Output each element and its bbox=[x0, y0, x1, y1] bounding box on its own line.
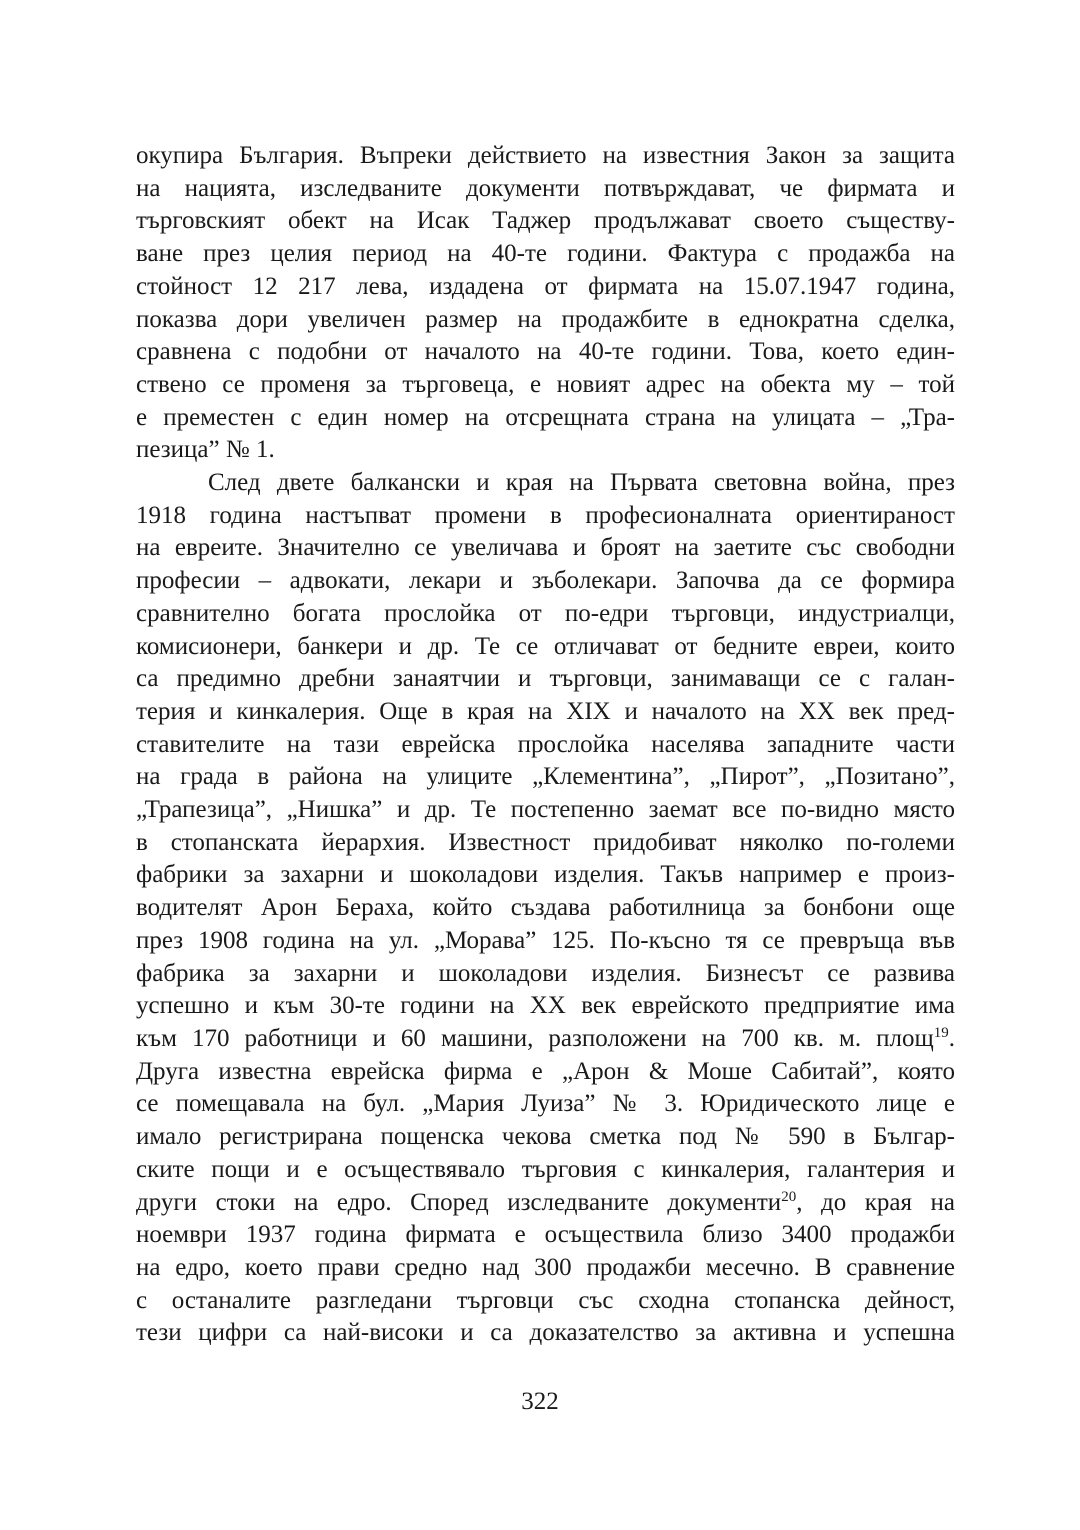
text-line: пезица” № 1. bbox=[136, 436, 275, 464]
text-line bbox=[136, 1023, 955, 1056]
text-line: ставителите на тази еврейска прослойка населява западните части bbox=[136, 730, 955, 758]
text-line: са предимно дребни занаятчии и търговци, занимаващи се с галан- bbox=[136, 665, 955, 693]
text-line: ствено се променя за търговеца, е новият адрес на обекта му – той bbox=[136, 370, 955, 398]
text-line: на нацията, изследваните документи потвърждават, че фирмата и bbox=[136, 174, 955, 202]
text-line: професии – адвокати, лекари и зъболекари. Започва да се формира bbox=[136, 567, 955, 595]
text-line bbox=[136, 1187, 955, 1220]
footnote-reference: 20 bbox=[781, 1188, 797, 1205]
line-text: . bbox=[948, 1024, 955, 1052]
text-line: на евреите. Значително се увеличава и броят на заетите със свободни bbox=[136, 534, 955, 562]
text-line: търговският обект на Исак Таджер продължават своето съществу- bbox=[136, 207, 955, 235]
paragraph bbox=[136, 467, 955, 1350]
text-line: с останалите разгледани търговци със сходна стопанска дейност, bbox=[136, 1286, 955, 1314]
text-line: показва дори увеличен размер на продажбите в еднократна сделка, bbox=[136, 305, 955, 333]
text-line: имало регистрирана пощенска чекова сметка под № 590 в Българ- bbox=[136, 1123, 955, 1151]
text-line: сравнена с подобни от началото на 40-те години. Това, което един- bbox=[136, 338, 955, 366]
text-line: окупира България. Въпреки действието на известния Закон за защита bbox=[136, 142, 955, 169]
page-number: 322 bbox=[521, 1388, 559, 1415]
line-text: към 170 работници и 60 машини, разположени на 700 кв. м. площ bbox=[136, 1024, 934, 1052]
text-line: тези цифри са най-високи и са доказателство за активна и успешна bbox=[136, 1319, 955, 1347]
paragraph bbox=[136, 140, 955, 467]
text-line: през 1908 година на ул. „Морава” 125. По-късно тя се превръща във bbox=[136, 926, 955, 954]
text-line: фабрика за захарни и шоколадови изделия. Бизнесът се развива bbox=[136, 959, 955, 987]
text-line: в стопанската йерархия. Известност придобиват няколко по-големи bbox=[136, 828, 955, 856]
text-line: 1918 година настъпват промени в професионалната ориентираност bbox=[136, 501, 955, 529]
text-line: фабрики за захарни и шоколадови изделия. Такъв например е произ- bbox=[136, 861, 955, 889]
text-line: сравнително богата прослойка от по-едри търговци, индустриалци, bbox=[136, 599, 955, 627]
line-text: , до края на bbox=[796, 1188, 955, 1216]
text-line: успешно и към 30-те години на XX век еврейското предприятие има bbox=[136, 992, 955, 1020]
text-line: След двете балкански и края на Първата световна война, през bbox=[208, 469, 955, 497]
text-line: на града в района на улиците „Клементина”, „Пирот”, „Позитано”, bbox=[136, 763, 955, 791]
text-line: ските пощи и е осъществявало търговия с кинкалерия, галантерия и bbox=[136, 1155, 955, 1183]
text-line: терия и кинкалерия. Още в края на XIX и началото на XX век пред- bbox=[136, 697, 955, 725]
line-text: други стоки на едро. Според изследваните документи bbox=[136, 1188, 782, 1216]
text-line: водителят Арон Бераха, който създава работилница за бонбони още bbox=[136, 894, 955, 922]
text-line: се помещавала на бул. „Мария Луиза” № 3. Юридическото лице е bbox=[136, 1090, 955, 1118]
text-line: ноември 1937 година фирмата е осъществила близо 3400 продажби bbox=[136, 1221, 955, 1249]
text-line: „Трапезица”, „Нишка” и др. Те постепенно заемат все по-видно място bbox=[136, 796, 955, 824]
text-line: Друга известна еврейска фирма е „Арон & Моше Сабитай”, която bbox=[136, 1057, 955, 1085]
text-line: стойност 12 217 лева, издадена от фирмата на 15.07.1947 година, bbox=[136, 272, 955, 300]
text-line: комисионери, банкери и др. Те се отличават от бедните евреи, които bbox=[136, 632, 955, 660]
text-line: е преместен с един номер на отсрещната страна на улицата – „Тра- bbox=[136, 403, 955, 431]
text-line: на едро, което прави средно над 300 продажби месечно. В сравнение bbox=[136, 1253, 955, 1281]
text-line: ване през целия период на 40-те години. Фактура с продажба на bbox=[136, 240, 955, 268]
footnote-reference: 19 bbox=[933, 1024, 949, 1041]
page-body bbox=[136, 140, 955, 1350]
